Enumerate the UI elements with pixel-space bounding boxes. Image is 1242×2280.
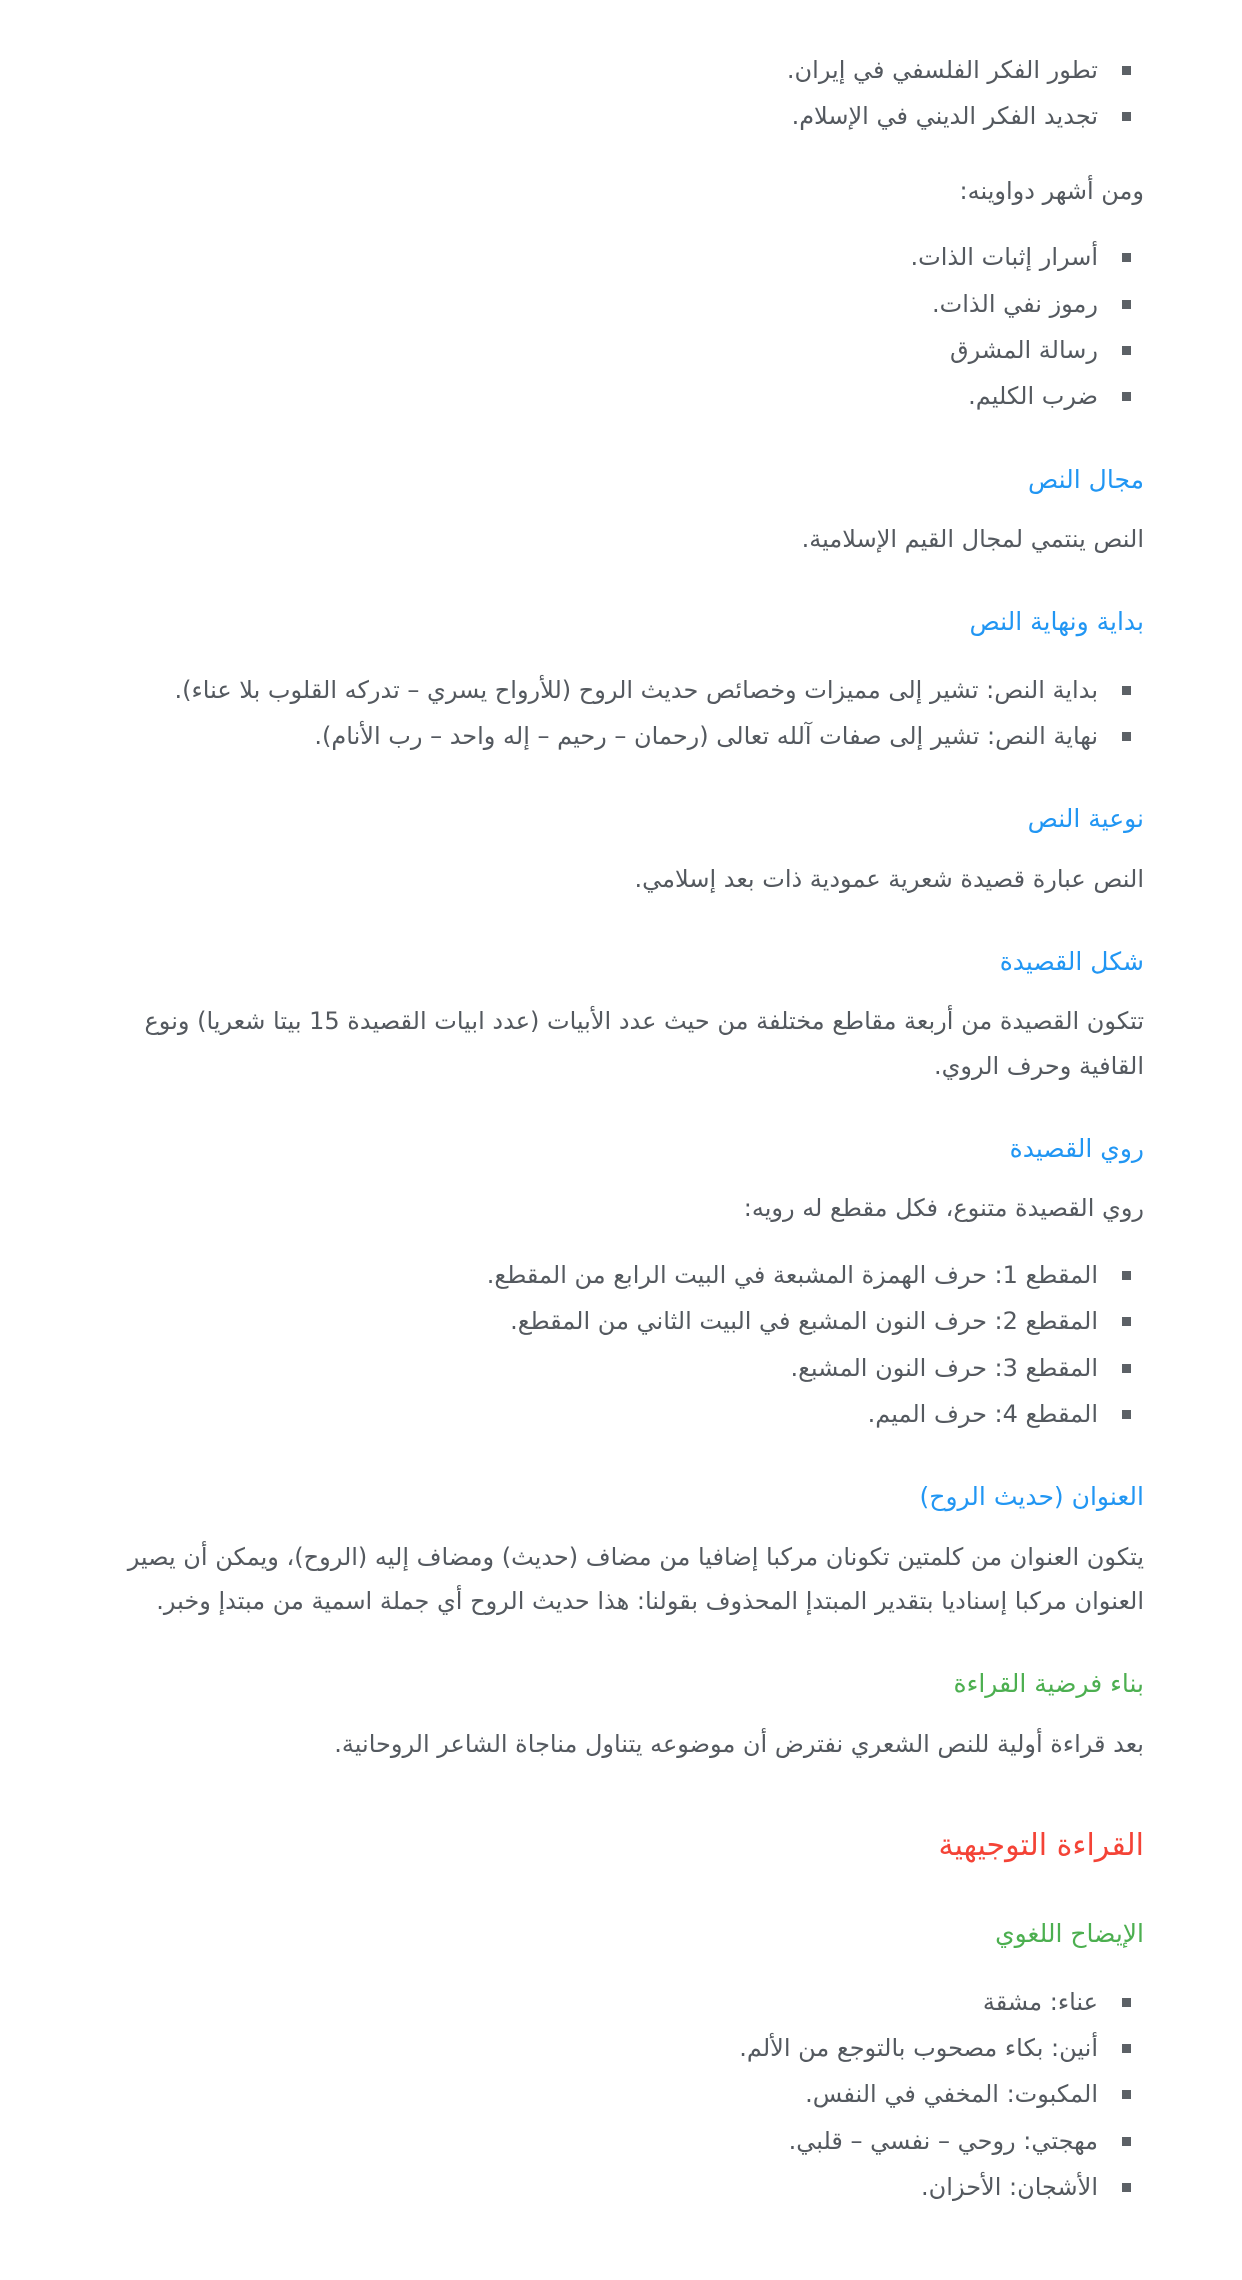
section-title: العنوان (حديث الروح) — [919, 1482, 1144, 1512]
list-item: رموز نفي الذات. — [98, 282, 1144, 326]
section-text-type — [98, 796, 1144, 901]
rawi-lead: روي القصيدة متنوع، فكل مقطع له رويه: — [743, 1194, 1144, 1223]
section-poem-form — [98, 939, 1144, 1088]
list-item: عناء: مشقة — [98, 1980, 1144, 2024]
section-title: مجال النص — [1028, 464, 1144, 494]
section-start-end — [98, 599, 1144, 758]
section-body: تتكون القصيدة من أربعة مقاطع مختلفة من حيث عدد الأبيات (عدد ابيات القصيدة 15 بيتا شعريا) ونوع القافية وحرف الروي. — [144, 1007, 1144, 1080]
section-title: نوعية النص — [1027, 804, 1144, 834]
list-item: ضرب الكليم. — [98, 374, 1144, 418]
list-item: رسالة المشرق — [98, 328, 1144, 372]
section-title: الإيضاح اللغوي — [995, 1919, 1144, 1949]
intro-list — [98, 48, 1144, 139]
section-body: النص ينتمي لمجال القيم الإسلامية. — [801, 524, 1144, 553]
guided-reading-title: القراءة التوجيهية — [938, 1827, 1144, 1863]
list-item: أنين: بكاء مصحوب بالتوجع من الألم. — [98, 2026, 1144, 2070]
list-item: نهاية النص: تشير إلى صفات آلله تعالى (رحمان – رحيم – إله واحد – رب الأنام). — [98, 714, 1144, 758]
start-end-list — [98, 668, 1144, 759]
list-item: مهجتي: روحي – نفسي – قلبي. — [98, 2119, 1144, 2163]
section-lexicon — [98, 1911, 1144, 2209]
lexicon-list — [98, 1980, 1144, 2210]
list-item: بداية النص: تشير إلى مميزات وخصائص حديث الروح (للأرواح يسري – تدركه القلوب بلا عناء). — [98, 668, 1144, 712]
section-title: شكل القصيدة — [999, 947, 1144, 977]
list-item: المقطع 3: حرف النون المشبع. — [98, 1346, 1144, 1390]
list-item: أسرار إثبات الذات. — [98, 235, 1144, 279]
list-item: المكبوت: المخفي في النفس. — [98, 2072, 1144, 2116]
list-item: المقطع 4: حرف الميم. — [98, 1392, 1144, 1436]
section-title: بناء فرضية القراءة — [953, 1669, 1144, 1699]
section-title: بداية ونهاية النص — [969, 607, 1144, 637]
list-item: تطور الفكر الفلسفي في إيران. — [98, 48, 1144, 92]
section-body: بعد قراءة أولية للنص الشعري نفترض أن موضوعه يتناول مناجاة الشاعر الروحانية. — [334, 1729, 1144, 1758]
section-title: روي القصيدة — [1009, 1134, 1144, 1164]
diwan-list — [98, 235, 1144, 419]
section-rawi — [98, 1126, 1144, 1436]
rawi-list — [98, 1253, 1144, 1437]
list-item: المقطع 1: حرف الهمزة المشبعة في البيت الرابع من المقطع. — [98, 1253, 1144, 1297]
section-body: يتكون العنوان من كلمتين تكونان مركبا إضافيا من مضاف (حديث) ومضاف إليه (الروح)، ويمكن أن يصير العنوان مركبا إسناديا بتقدير المبتدإ المحذوف بقولنا: هذا حديث الروح أي جملة اسمية من مبتدإ وخبر. — [127, 1542, 1144, 1615]
section-text-field — [98, 457, 1144, 562]
list-item: المقطع 2: حرف النون المشبع في البيت الثاني من المقطع. — [98, 1299, 1144, 1343]
list-item: الأشجان: الأحزان. — [98, 2165, 1144, 2209]
section-title-analysis — [98, 1474, 1144, 1623]
section-hypothesis — [98, 1661, 1144, 1766]
section-body: النص عبارة قصيدة شعرية عمودية ذات بعد إسلامي. — [634, 864, 1144, 893]
diwan-lead: ومن أشهر دواوينه: — [959, 176, 1144, 205]
list-item: تجديد الفكر الديني في الإسلام. — [98, 94, 1144, 138]
